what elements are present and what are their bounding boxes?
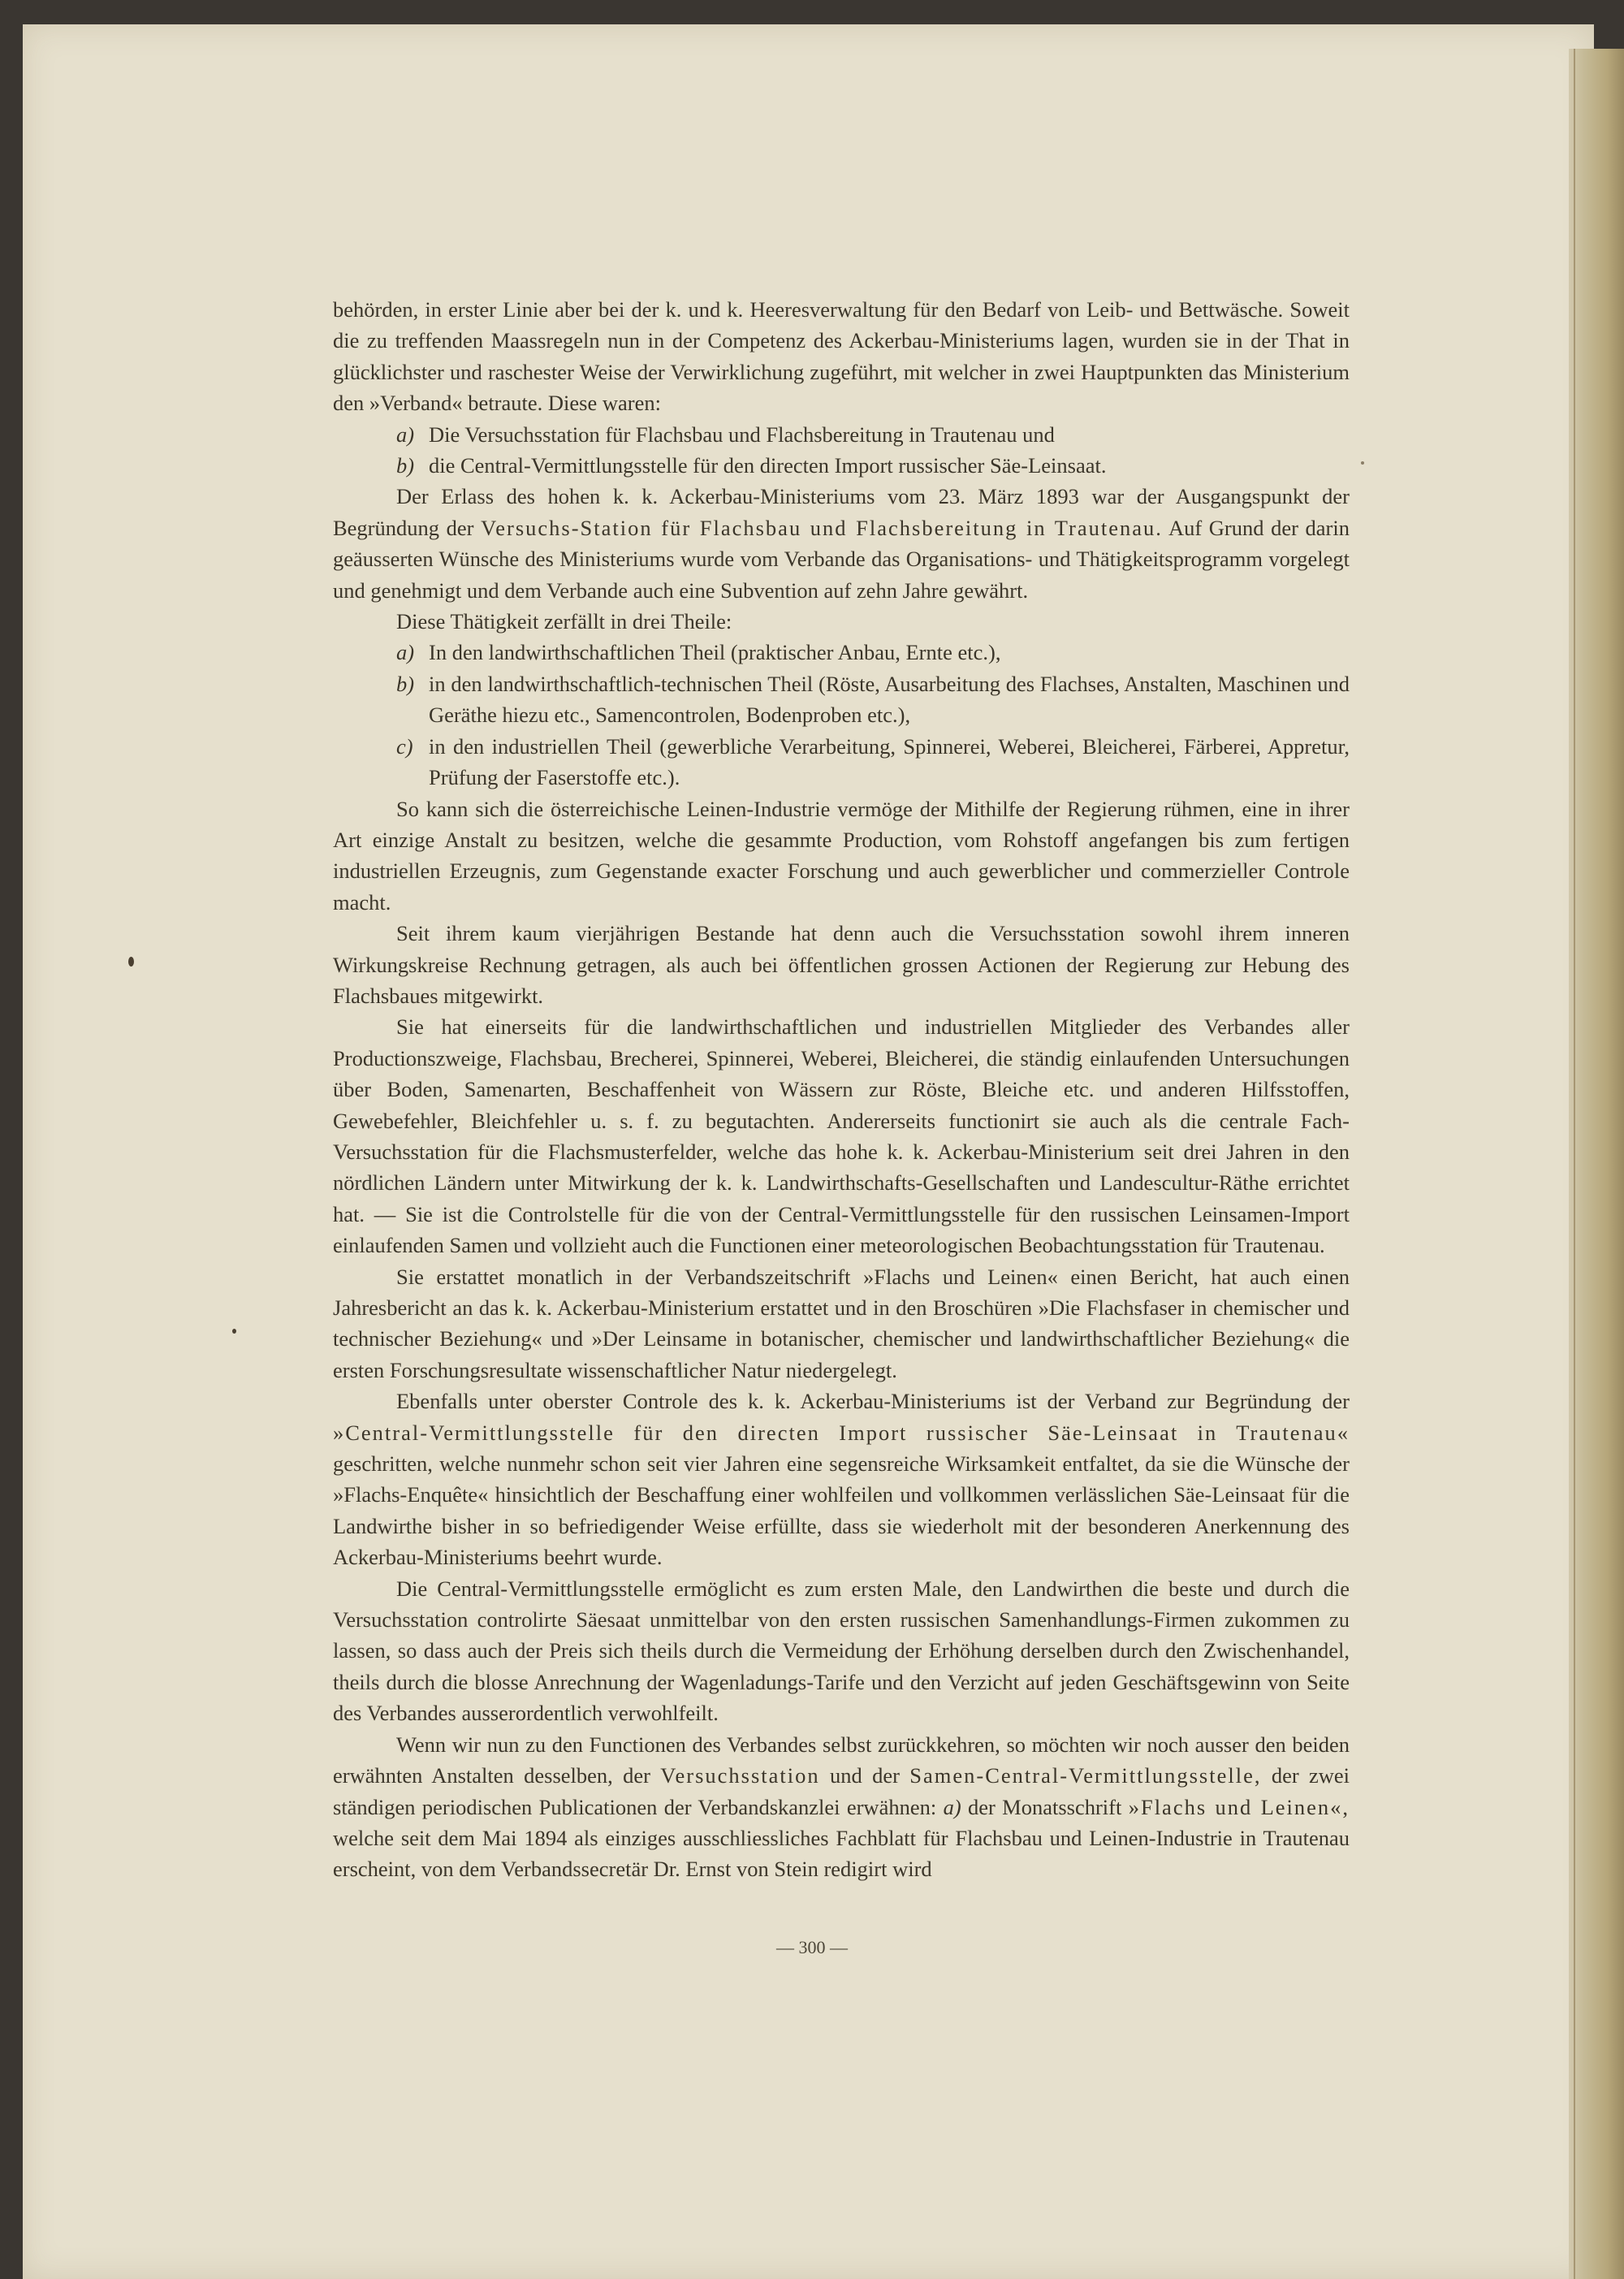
text-run: geschritten, welche nunmehr schon seit vier Jahren eine segensreiche Wirksamkeit entfaltet, da sie die Wünsche der »Flachs-Enquête« hinsichtlich der Beschaffung einer wohlfeilen und vollkommen verlässlichen Säe-Leinsaat für die Landwirthe bisher in so befriedigender Weise erfüllte, dass sie wiederholt mit der besonderen Anerkennung des Ackerbau-Ministeriums beehrt wurde. (333, 1451, 1350, 1570)
emphasis-text: Versuchsstation (660, 1763, 820, 1788)
list-item (396, 731, 1350, 794)
list-item (396, 450, 1350, 481)
paragraph (333, 1729, 1350, 1885)
emphasis-text: Samen-Central-Vermittlungsstelle, (909, 1763, 1262, 1788)
paragraph: behörden, in erster Linie aber bei der k. und k. Heeresverwaltung für den Bedarf von Leib- und Bettwäsche. Soweit die zu treffenden Maassregeln nun in der Competenz des Ackerbau-Ministeriums lagen, wurden sie in der That in glücklichster und raschester Weise der Verwirklichung zugeführt, mit welcher in zwei Hauptpunkten das Ministerium den »Verband« betraute. Diese waren: (333, 297, 1350, 416)
list-item-text: in den landwirthschaftlich-technischen Theil (Röste, Ausarbeitung des Flachses, Anstalten, Maschinen und Geräthe hiezu etc., Samencontrolen, Bodenproben etc.), (429, 671, 1350, 728)
list-label: b) (396, 671, 415, 696)
list-item (396, 419, 1350, 450)
paragraph: Seit ihrem kaum vierjährigen Bestande hat denn auch die Versuchsstation sowohl ihrem inneren Wirkungskreise Rechnung getragen, als auch bei öffentlichen grossen Actionen der Regierung zur Hebung des Flachsbaues mitgewirkt. (333, 921, 1350, 1008)
text-run: der zwei ständigen periodischen Publicationen der Verbandskanzlei erwähnen: (333, 1763, 1350, 1819)
list-item-text: in den industriellen Theil (gewerbliche Verarbeitung, Spinnerei, Weberei, Bleicherei, Färberei, Appretur, Prüfung der Faserstoffe etc.). (429, 733, 1350, 790)
paragraph: Die Central-Vermittlungsstelle ermöglicht es zum ersten Male, den Landwirthen die beste und durch die Versuchsstation controlirte Säesaat unmittelbar von den ersten russischen Samenhandlungs-Firmen zukommen zu lassen, so dass auch der Preis sich theils durch die Vermeidung der Erhöhung derselben durch den Zwischenhandel, theils durch die blosse Anrechnung der Wagenladungs-Tarife und den Verzicht auf jeden Geschäftsgewinn von Seite des Verbandes ausserordentlich verwohlfeilt. (333, 1576, 1350, 1726)
emphasis-text: Versuchs-Station für Flachsbau und Flachsbereitung in Trautenau. (481, 515, 1163, 540)
list-label: b) (396, 453, 415, 478)
paragraph (333, 481, 1350, 606)
text-run: Auf Grund der darin geäusserten Wünsche des Ministeriums wurde vom Verbande das Organisations- und Thätigkeitsprogramm vorgelegt und genehmigt und dem Verbande auch eine Subvention auf zehn Jahre gewährt. (333, 515, 1350, 603)
text-run: und der (829, 1763, 900, 1788)
paragraph: Sie hat einerseits für die landwirthschaftlichen und industriellen Mitglieder des Verbandes aller Productionszweige, Flachsbau, Brecherei, Spinnerei, Weberei, Bleicherei, die ständig einlaufenden Untersuchungen über Boden, Samenarten, Beschaffenheit von Wässern zur Röste, Bleiche etc. und anderen Hilfsstoffen, Gewebefehler, Bleichfehler u. s. f. zu begutachten. Andererseits functionirt sie auch als die centrale Fach-Versuchsstation für die Flachsmusterfelder, welche das hohe k. k. Ackerbau-Ministerium seit drei Jahren in den nördlichen Ländern unter Mitwirkung der k. k. Landwirthschafts-Gesellschaften und Landescultur-Räthe errichtet hat. — Sie ist die Controlstelle für die von der Central-Vermittlungsstelle für den russischen Leinsamen-Import einlaufenden Samen und vollzieht auch die Functionen einer meteorologischen Beobachtungsstation für Trautenau. (333, 1014, 1350, 1258)
text-run: Ebenfalls unter oberster Controle des k. k. Ackerbau-Ministeriums ist der Verband zur Begründung der (396, 1389, 1350, 1414)
list-item (396, 668, 1350, 731)
text-run: Der Erlass des hohen k. k. Ackerbau-Ministeriums vom 23. März 1893 war der Ausgangspunkt der Begründung der (333, 484, 1350, 540)
paragraph (333, 1386, 1350, 1572)
text-run: der Monatsschrift (967, 1794, 1122, 1819)
list-label: a) (943, 1794, 961, 1819)
list-item-text: In den landwirthschaftlichen Theil (praktischer Anbau, Ernte etc.), (429, 640, 1001, 665)
list-label: a) (396, 422, 415, 447)
text-run: welche seit dem Mai 1894 als einziges ausschliessliches Fachblatt für Flachsbau und Leinen-Industrie in Trautenau erscheint, von dem Verbandssecretär Dr. Ernst von Stein redigirt wird (333, 1825, 1350, 1882)
list-label: a) (396, 640, 415, 665)
paragraph: Diese Thätigkeit zerfällt in drei Theile: (396, 609, 732, 634)
ink-spot (232, 1329, 236, 1334)
ink-spot (1361, 461, 1364, 465)
list-label: c) (396, 733, 413, 759)
list-item (396, 637, 1350, 668)
emphasis-text: »Central-Vermittlungsstelle für den directen Import russischer Säe-Leinsaat in Trautenau« (333, 1420, 1350, 1445)
list-item-text: die Central-Vermittlungsstelle für den directen Import russischer Säe-Leinsaat. (429, 453, 1107, 478)
body-text (333, 294, 1350, 1885)
text-run: Wenn wir nun zu den Functionen des Verbandes selbst zurückkehren, so möchten wir noch ausser den beiden erwähnten Anstalten desselben, der (333, 1732, 1350, 1788)
page-number: — 300 — (776, 1937, 848, 1957)
paragraph: Sie erstattet monatlich in der Verbandszeitschrift »Flachs und Leinen« einen Bericht, hat auch einen Jahresbericht an das k. k. Ackerbau-Ministerium erstattet und in den Broschüren »Die Flachsfaser in chemischer und technischer Beziehung« und »Der Leinsame in botanischer, chemischer und landwirthschaftlicher Beziehung« die ersten Forschungsresultate wissenschaftlicher Natur niedergelegt. (333, 1264, 1350, 1382)
ink-spot (128, 957, 134, 967)
paragraph: So kann sich die österreichische Leinen-Industrie vermöge der Mithilfe der Regierung rühmen, eine in ihrer Art einzige Anstalt zu besitzen, welche die gesammte Production, vom Rohstoff angefangen bis zum fertigen industriellen Erzeugnis, zum Gegenstande exacter Forschung und auch gewerblicher und commerzieller Controle macht. (333, 796, 1350, 915)
emphasis-text: »Flachs und Leinen«, (1128, 1794, 1350, 1819)
list-item-text: Die Versuchsstation für Flachsbau und Flachsbereitung in Trautenau und (429, 422, 1055, 447)
